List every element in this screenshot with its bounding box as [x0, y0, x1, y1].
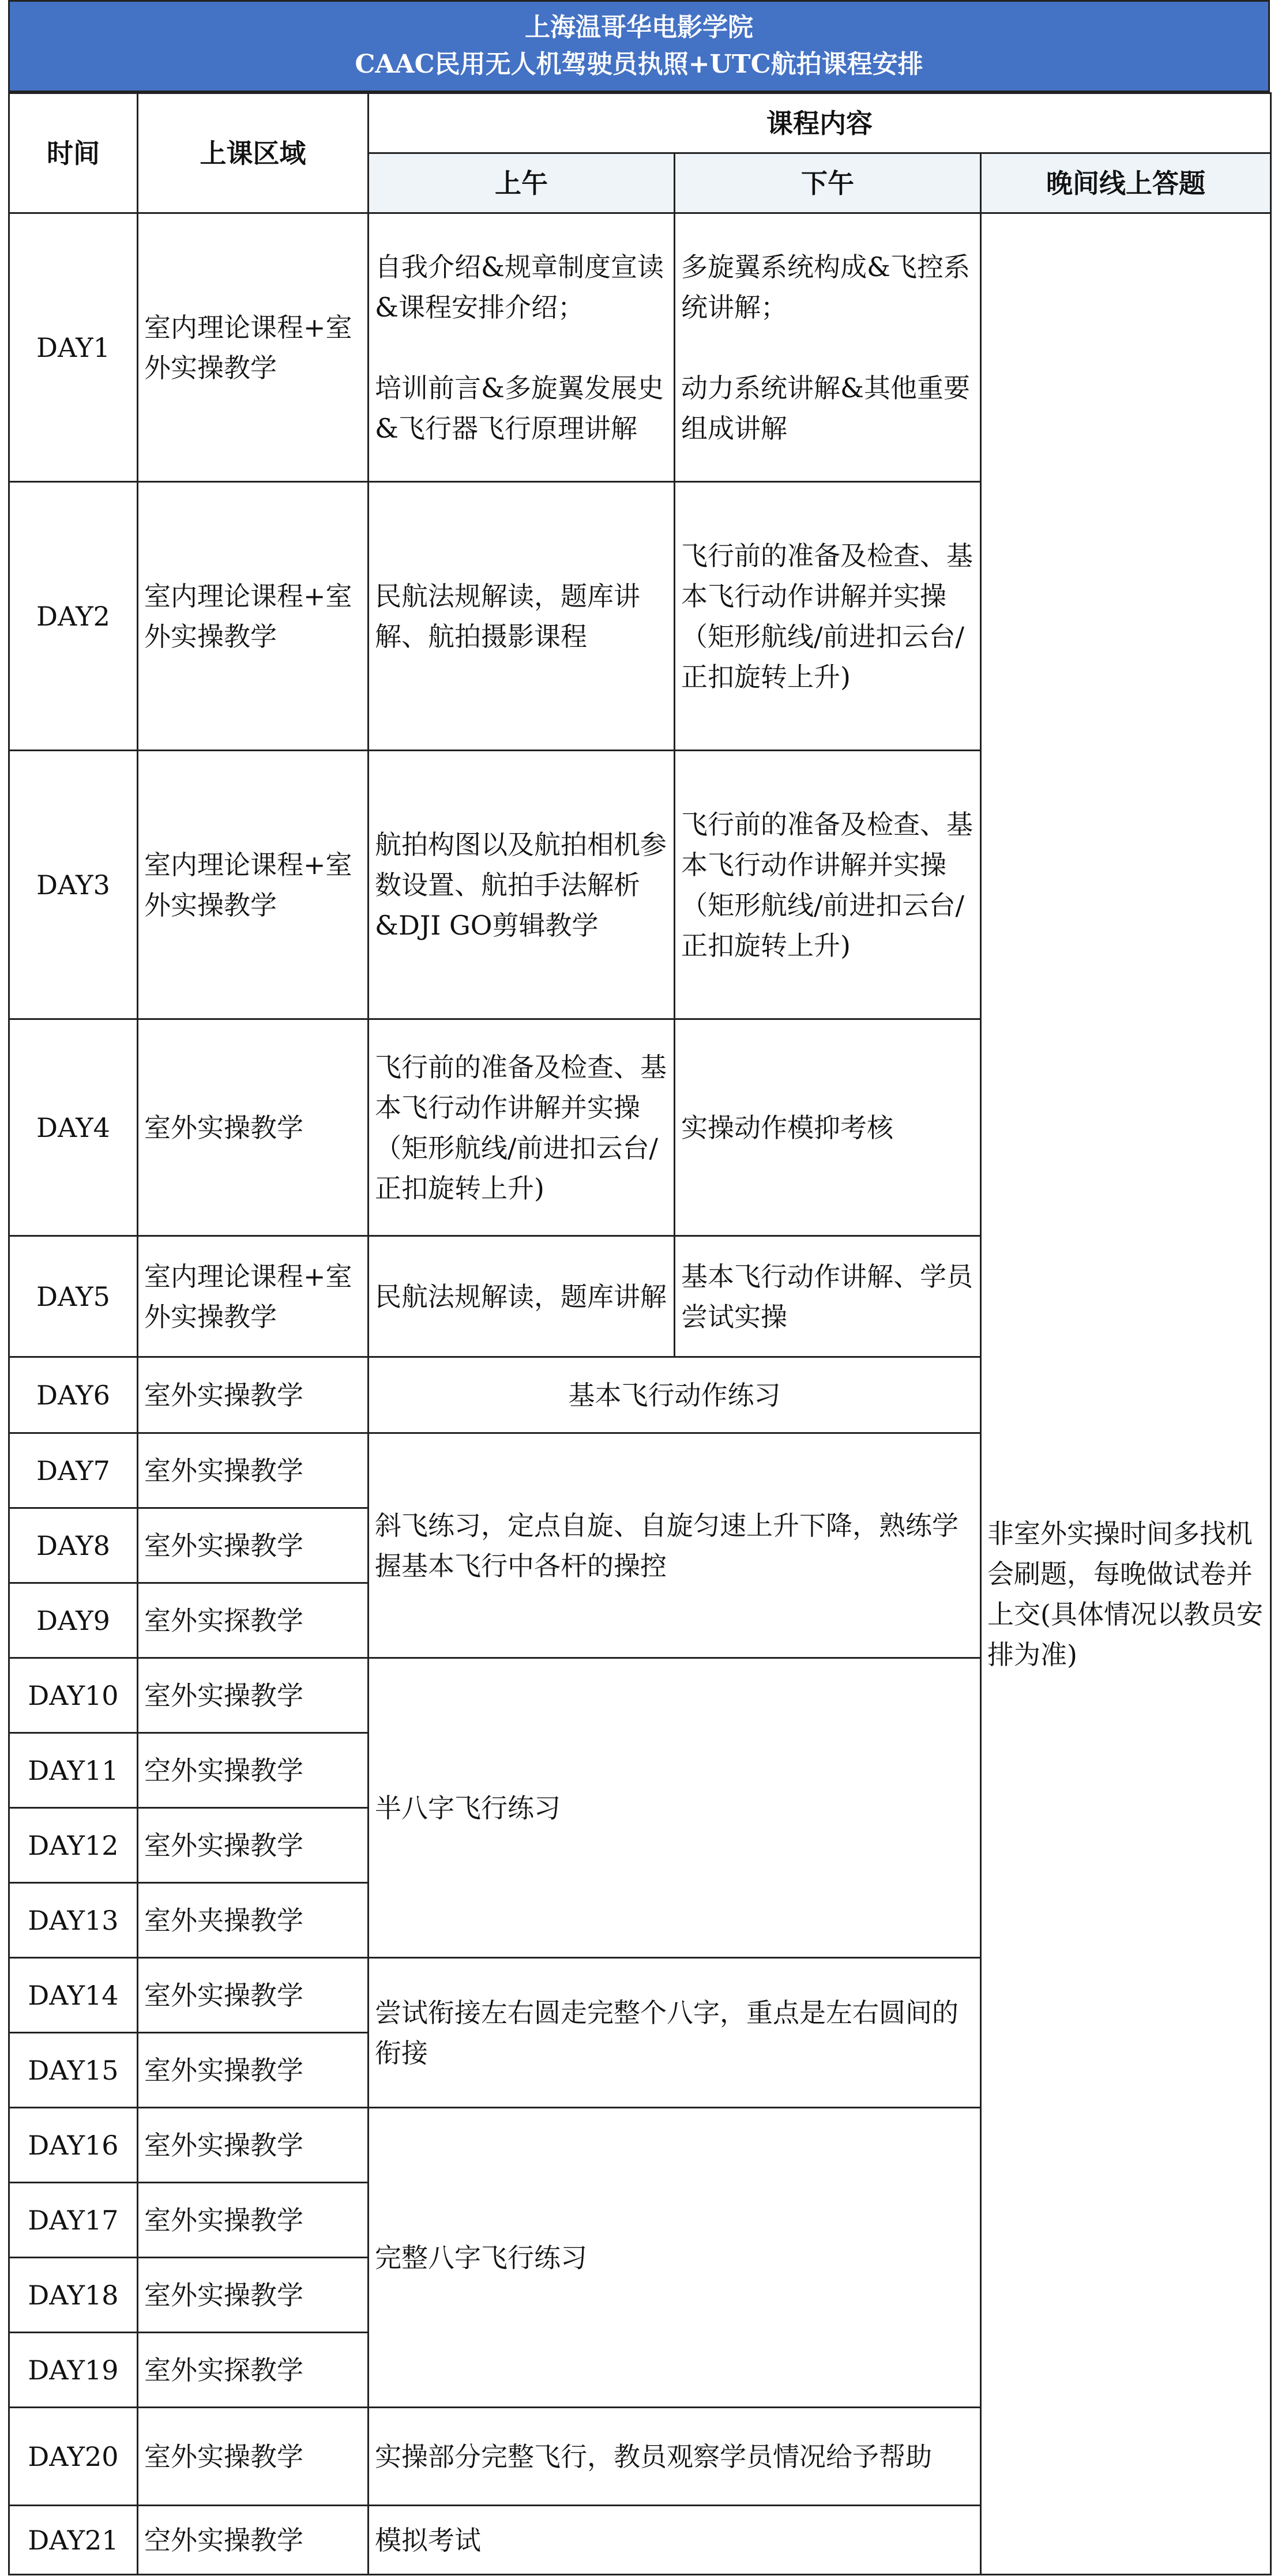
afternoon-text: 多旋翼系统构成&飞控系统讲解；: [681, 251, 970, 323]
day-cell: DAY19: [9, 2333, 138, 2408]
schedule-table: [8, 92, 1272, 2575]
day-cell: DAY15: [9, 2033, 138, 2108]
area-cell: 室外实探教学: [138, 2333, 369, 2408]
afternoon-cell: 实操动作模抑考核: [675, 1019, 981, 1236]
area-cell: 室内理论课程+室外实操教学: [138, 213, 369, 482]
day-cell: DAY14: [9, 1958, 138, 2033]
morning-cell: 民航法规解读，题库讲解: [369, 1236, 675, 1357]
area-cell: 室外实操教学: [138, 1508, 369, 1583]
area-cell: 室外实操教学: [138, 2258, 369, 2333]
day-cell: DAY12: [9, 1808, 138, 1883]
header-area: 上课区域: [138, 93, 369, 213]
morning-cell: 民航法规解读，题库讲解、航拍摄影课程: [369, 482, 675, 751]
header-course-content: 课程内容: [369, 93, 1271, 153]
content-cell: 半八字飞行练习: [369, 1658, 981, 1958]
day-cell: DAY6: [9, 1357, 138, 1433]
area-cell: 室外实操教学: [138, 2108, 369, 2183]
content-cell: 完整八字飞行练习: [369, 2108, 981, 2408]
content-cell: 尝试衔接左右圆走完整个八字，重点是左右圆间的衔接: [369, 1958, 981, 2108]
morning-cell: 航拍构图以及航拍相机参数设置、航拍手法解析&DJI GO剪辑教学: [369, 751, 675, 1019]
day-cell: DAY16: [9, 2108, 138, 2183]
day-cell: DAY20: [9, 2408, 138, 2506]
day-cell: DAY17: [9, 2183, 138, 2258]
header-evening: 晚间线上答题: [981, 153, 1271, 213]
day-cell: DAY2: [9, 482, 138, 751]
day-cell: DAY1: [9, 213, 138, 482]
afternoon-cell: [675, 213, 981, 482]
area-cell: 室外实操教学: [138, 1433, 369, 1508]
morning-cell: 飞行前的准备及检查、基本飞行动作讲解并实操（矩形航线/前进扣云台/正扣旋转上升): [369, 1019, 675, 1236]
header-afternoon: 下午: [675, 153, 981, 213]
day-cell: DAY3: [9, 751, 138, 1019]
header-time: 时间: [9, 93, 138, 213]
day-cell: DAY4: [9, 1019, 138, 1236]
content-cell: 斜飞练习，定点自旋、自旋匀速上升下降，熟练学握基本飞行中各杆的操控: [369, 1433, 981, 1658]
area-cell: 空外实操教学: [138, 2506, 369, 2575]
area-cell: 室内理论课程+室外实操教学: [138, 1236, 369, 1357]
area-cell: 室外实操教学: [138, 2033, 369, 2108]
area-cell: 室外实操教学: [138, 1357, 369, 1433]
day-cell: DAY21: [9, 2506, 138, 2575]
content-cell: 模拟考试: [369, 2506, 981, 2575]
afternoon-cell: 飞行前的准备及检查、基本飞行动作讲解并实操（矩形航线/前进扣云台/正扣旋转上升): [675, 482, 981, 751]
title-line-1: 上海温哥华电影学院: [525, 13, 753, 42]
area-cell: 室外实操教学: [138, 1019, 369, 1236]
area-cell: 室外实操教学: [138, 2408, 369, 2506]
morning-text: 培训前言&多旋翼发展史&飞行器飞行原理讲解: [375, 372, 664, 444]
day-cell: DAY11: [9, 1733, 138, 1808]
area-cell: 室外实操教学: [138, 1958, 369, 2033]
area-cell: 室外实操教学: [138, 1808, 369, 1883]
area-cell: 室外夹操教学: [138, 1883, 369, 1958]
evening-note-cell: 非室外实操时间多找机会刷题，每晚做试卷并上交(具体情况以教员安排为准): [981, 213, 1271, 2575]
day-cell: DAY10: [9, 1658, 138, 1733]
title-band: [8, 0, 1270, 92]
title-line-2: CAAC民用无人机驾驶员执照+UTC航拍课程安排: [355, 50, 923, 79]
day-cell: DAY7: [9, 1433, 138, 1508]
table-row: [9, 213, 1271, 482]
morning-cell: [369, 213, 675, 482]
area-cell: 室内理论课程+室外实操教学: [138, 482, 369, 751]
afternoon-text: 动力系统讲解&其他重要组成讲解: [681, 372, 970, 444]
afternoon-cell: 基本飞行动作讲解、学员尝试实操: [675, 1236, 981, 1357]
area-cell: 空外实操教学: [138, 1733, 369, 1808]
morning-text: 自我介绍&规章制度宣读&课程安排介绍；: [375, 251, 664, 323]
day-cell: DAY8: [9, 1508, 138, 1583]
content-cell: 实操部分完整飞行，教员观察学员情况给予帮助: [369, 2408, 981, 2506]
header-morning: 上午: [369, 153, 675, 213]
area-cell: 室外实操教学: [138, 1658, 369, 1733]
area-cell: 室外实探教学: [138, 1583, 369, 1658]
afternoon-cell: 飞行前的准备及检查、基本飞行动作讲解并实操（矩形航线/前进扣云台/正扣旋转上升): [675, 751, 981, 1019]
area-cell: 室内理论课程+室外实操教学: [138, 751, 369, 1019]
day-cell: DAY13: [9, 1883, 138, 1958]
day-cell: DAY18: [9, 2258, 138, 2333]
day-cell: DAY9: [9, 1583, 138, 1658]
content-cell: 基本飞行动作练习: [369, 1357, 981, 1433]
area-cell: 室外实操教学: [138, 2183, 369, 2258]
day-cell: DAY5: [9, 1236, 138, 1357]
